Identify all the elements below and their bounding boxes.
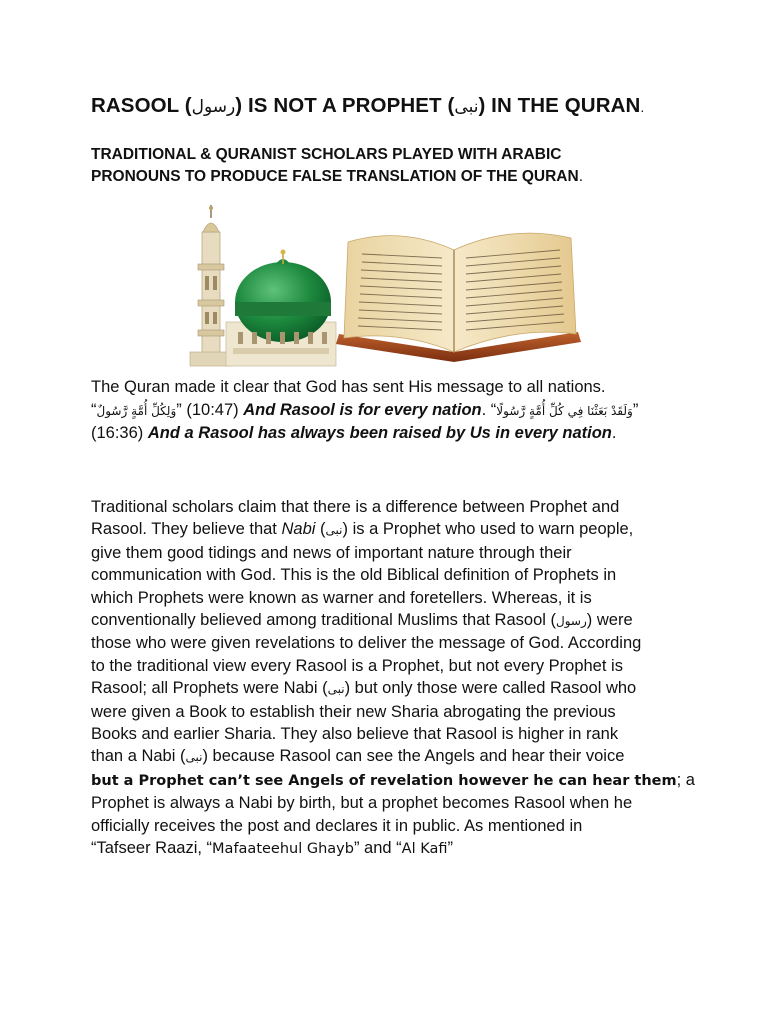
text-line	[91, 745, 731, 768]
text: ) were	[586, 611, 633, 630]
text: ) is a Prophet who used to warn people,	[342, 520, 634, 539]
arabic-word: نبی	[325, 523, 343, 538]
text-line: give them good tidings and news of important nature through their	[91, 543, 572, 562]
text: ) because Rasool can see the Angels and hear their voice	[202, 747, 625, 766]
text: “Tafseer Raazi, “	[91, 839, 213, 858]
verse-reference: (10:47)	[181, 400, 244, 419]
text-line: Prophet is always a Nabi by birth, but a prophet becomes Rasool when he	[91, 794, 633, 813]
subtitle-line: TRADITIONAL & QURANIST SCHOLARS PLAYED WITH ARABIC	[91, 146, 562, 163]
title-arabic-nabi: نبی	[454, 97, 479, 116]
book-title: Mafaateehul Ghayb	[212, 841, 354, 858]
title-text: RASOOL (	[91, 94, 192, 117]
quote-mark: ”	[176, 400, 182, 419]
text: than a Nabi (	[91, 747, 186, 766]
text: Rasool. They believe that	[91, 520, 282, 539]
arabic-word: رسول	[556, 614, 587, 629]
text-line: Traditional scholars claim that there is a difference between Prophet and	[91, 498, 620, 516]
arabic-word: نبی	[327, 682, 345, 697]
text-line	[91, 518, 731, 541]
verse-translation: And Rasool is for every nation	[243, 400, 482, 419]
text-line: The Quran made it clear that God has sent His message to all nations.	[91, 378, 606, 396]
text-line	[91, 422, 731, 445]
title-text: ) IN THE QURAN	[478, 94, 641, 117]
punctuation: .	[611, 424, 617, 442]
title-arabic-rasool: رسول	[191, 97, 236, 116]
text-line: officially receives the post and declares it in public. As mentioned in	[91, 816, 583, 835]
text-line	[91, 769, 731, 792]
paragraph-traditional-view	[91, 496, 731, 861]
verse-translation: And a Rasool has always been raised by Us in every nation	[147, 424, 612, 442]
page-title	[91, 94, 691, 118]
mosque-and-quran-illustration	[186, 202, 586, 368]
text: Rasool; all Prophets were Nabi (	[91, 679, 328, 698]
minaret-icon	[190, 205, 232, 366]
text: ; a	[676, 770, 695, 789]
title-text: ) IS NOT A PROPHET (	[235, 94, 455, 117]
text: ) but only those were called Rasool who	[344, 679, 637, 698]
text-line-verses	[91, 399, 731, 423]
arabic-verse-16-36: وَلَقَدْ بَعَثْنَا فِي كُلِّ أُمَّةٍ رَّسُولًا	[496, 403, 633, 418]
text-line: Books and earlier Sharia. They also believe that Rasool is higher in rank	[91, 725, 619, 744]
quote-mark: “	[91, 400, 97, 419]
text: conventionally believed among traditional Muslims that Rasool (	[91, 611, 556, 630]
subtitle-line: PRONOUNS TO PRODUCE FALSE TRANSLATION OF THE QURAN	[91, 168, 579, 185]
text-line: communication with God. This is the old Biblical definition of Prophets in	[91, 566, 617, 585]
verse-reference: (16:36)	[91, 424, 148, 442]
subtitle-dot: .	[578, 168, 584, 185]
text: ” and “	[353, 839, 402, 858]
quote-mark: ”	[632, 400, 639, 419]
title-dot: .	[640, 99, 645, 115]
punctuation: . “	[481, 400, 497, 419]
subtitle	[91, 144, 691, 188]
text-line	[91, 677, 731, 700]
text-line	[91, 609, 731, 632]
text-line: to the traditional view every Rasool is a Prophet, but not every Prophet is	[91, 656, 623, 675]
bold-statement: but a Prophet can’t see Angels of revelation however he can hear them	[91, 772, 677, 789]
text-line: which Prophets were known as warner and foretellers. Whereas, it is	[91, 588, 592, 607]
green-dome-icon	[226, 250, 336, 367]
text: ”	[447, 839, 453, 858]
arabic-word: نبی	[185, 750, 203, 765]
open-quran-book-icon	[336, 233, 581, 362]
text: (	[315, 520, 326, 539]
nabi-italic: Nabi	[281, 520, 316, 539]
text-line	[91, 837, 731, 860]
text-line: those who were given revelations to deliver the message of God. According	[91, 634, 642, 653]
book-title: Al Kafi	[401, 841, 448, 858]
paragraph-intro	[91, 376, 731, 445]
text-line: were given a Book to establish their new Sharia abrogating the previous	[91, 702, 616, 721]
arabic-verse-10-47: وَلِكُلِّ أُمَّةٍ رَّسُولٌ	[96, 403, 177, 418]
